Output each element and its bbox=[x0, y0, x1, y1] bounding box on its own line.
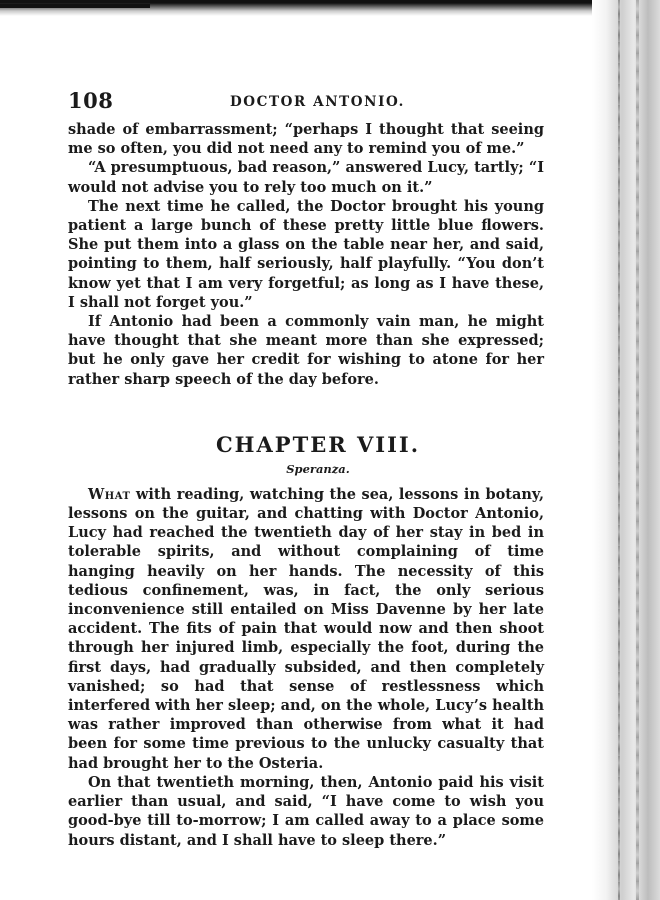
paragraph: On that twentieth morning, then, Antonio paid his visit earlier than usual, and said, “I have come to wish you good-bye till to-morrow; I am called away to a place some hours distant, and I shall have to sleep there.” bbox=[68, 773, 544, 849]
paragraph: The next time he called, the Doctor brought his young patient a large bunch of these pretty little blue flowers. She put them into a glass on the table near her, and said, pointing to them, half seriously, half playfully. “You don’t know yet that I am very forgetful; as long as I have these, I shall not forget you.” bbox=[68, 197, 544, 311]
chapter-subtitle: Speranza. bbox=[286, 461, 350, 476]
book-page bbox=[68, 88, 544, 850]
chapter-opening-paragraph bbox=[68, 485, 544, 773]
page-number: 108 bbox=[68, 88, 114, 113]
chapter-opening-text: with reading, watching the sea, lessons in botany, lessons on the guitar, and chatting with Doctor Antonio, Lucy had reached the twentieth day of her stay in bed in tolerable spirits, and without complaining of time hanging heavily on her hands. The necessity of this tedious confinement, was, in fact, the only serious inconvenience still entailed on Miss Davenne by her late accident. The fits of pain that would now and then shoot through her injured limb, especially the foot, during the first days, had gradually subsided, and then completely vanished; so had that sense of restlessness which interfered with her sleep; and, on the whole, Lucy’s health was rather improved than otherwise from what it had been for some time previous to the unlucky casualty that had brought her to the Osteria. bbox=[68, 485, 544, 772]
chapter-title: CHAPTER VIII. bbox=[215, 431, 421, 457]
paragraph: “A presumptuous, bad reason,” answered Lucy, tartly; “I would not advise you to rely too much on it.” bbox=[68, 159, 544, 196]
paragraph: If Antonio had been a commonly vain man, he might have thought that she meant more than she expressed; but he only gave her credit for wishing to atone for her rather sharp speech of the day before. bbox=[68, 313, 544, 388]
running-head: DOCTOR ANTONIO. bbox=[230, 94, 405, 110]
book-gutter-shadow bbox=[592, 0, 660, 900]
page-header bbox=[68, 88, 544, 114]
page-top-edge bbox=[0, 0, 660, 16]
paragraph-continued: shade of embarrassment; “perhaps I thought that seeing me so often, you did not need any to remind you of me.” bbox=[68, 121, 544, 158]
chapter-lead-word: What bbox=[88, 485, 131, 503]
